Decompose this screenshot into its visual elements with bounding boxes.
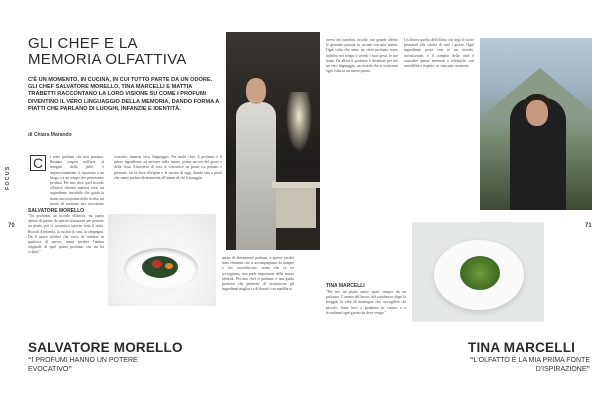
chef-head <box>526 100 548 126</box>
right-column-1: avevo dei bambini, ricordo con grande affetto le giornate passate in cucina con mia nonna. Ogni volta che sento un certo profumo torno indietro nel tempo e rivedo i suoi gesti, le sue mani. Da allora il profumo è diventato per me un vero linguaggio, un ricordo che si trasforma ogni volta in un nuovo piatto. <box>326 38 398 74</box>
section-subhead-morello: SALVATORE MORELLO <box>28 208 85 214</box>
body-column-1: i sono profumi che non passano. Restano sospesi nell'aria, ai margini della pelle, e improvvisamente ci riportano a un luogo o a un tempo che pensavamo perduto. Per uno chef, quel ricordo olfattivo diventa materia viva, un ingrediente invisibile che guida la mano ancora prima della ricetta, un punto di partenza per raccontare <box>50 155 104 205</box>
body-column-3: "Un profumo, un ricordo olfattivo, mi capita spesso di partire da queste sensazioni per pensare un piatto, poi ci costruisco intorno tutto il resto. Ricordi d'infanzia, la cucina di casa, la campagna. Da lì nasce un'idea che cerco di tradurre in qualcosa di nuovo, senza perdere l'anima originale di quel primo profumo che mi ha colpito." <box>28 214 104 255</box>
drop-cap: C <box>30 155 46 171</box>
chef-name-marcelli: TINA MARCELLI <box>468 340 576 355</box>
chef-name-morello: SALVATORE MORELLO <box>28 340 183 355</box>
quote-open-icon: “ <box>28 357 32 364</box>
article-byline: di Chiara Marando <box>28 132 72 138</box>
chef-morello-photo <box>226 32 320 250</box>
food-shape <box>165 263 173 269</box>
pull-quote-marcelli: “L'OLFATTO È LA MIA PRIMA FONTE D'ISPIRAZIONE” <box>469 357 590 373</box>
salad-photo <box>412 222 544 322</box>
quote-open-icon: “ <box>469 357 474 364</box>
article-lead: C'È UN MOMENTO, IN CUCINA, IN CUI TUTTO PARTE DA UN ODORE. GLI CHEF SALVATORE MORELLO, TINA MARCELLI E MATTIA TRABETTI RACCONTANO LA LORO VISIONE SU COME I PROFUMI DIVENTINO IL VERO LINGUAGGIO DELLA MEMORIA, DANDO FORMA A PIATTI CHE PARLANO DI LUOGHI, INFANZIE E IDENTITÀ. <box>28 77 220 112</box>
quote-close-icon: ” <box>586 365 590 373</box>
right-column-2: Un lavoro quello dell'olfatto che lega le storie personali alla cucina di tutti i giorni. Ogni ingrediente porta con sé un ricordo, un'emozione, e il compito dello chef è custodire queste memorie e restituirle, con sensibilità e rispetto, in ciascuna creazione. <box>404 38 474 69</box>
page-number-right: 71 <box>585 223 592 229</box>
page-number-left: 70 <box>8 223 15 229</box>
pull-quote-morello: “I PROFUMI HANNO UN POTERE EVOCATIVO” <box>28 357 138 373</box>
lamp-shape <box>286 92 312 152</box>
chef-figure <box>236 102 276 250</box>
section-subhead-marcelli: TINA MARCELLI <box>326 283 365 289</box>
food-shape <box>152 260 162 268</box>
article-title: GLI CHEF E LA MEMORIA OLFATTIVA <box>28 35 187 68</box>
tablecloth-shape <box>276 188 316 228</box>
food-shape <box>460 256 500 290</box>
section-label: FOCUS <box>5 165 11 190</box>
quote-close-icon: ” <box>68 365 72 373</box>
dessert-photo <box>108 214 216 306</box>
body-column-2: concreto, materia viva, linguaggio. Per molti chef, il profumo è il primo ingrediente ad arrivare nella mente, prima ancora del gusto e della vista. Attraverso di esso si costruisce un ponte tra passato e presente, tra la terra d'origine e la cucina di oggi, dando vita a piatti che sanno parlare direttamente all'anima di chi li assaggia. <box>114 155 222 180</box>
body-column-4: anche di determinati profumi, e questo perché sono elementi che ci accompagnano da sempre e che custodiscono, senza che ce ne accorgiamo, una parte importante della nostra identità. Per uno chef il profumo è una guida preziosa che permette di riconoscere gli ingredienti migliori e di dosarli con equilibrio. <box>222 256 294 292</box>
chef-marcelli-photo <box>480 38 592 210</box>
right-column-3: "Per me un piatto nasce quasi sempre da un profumo. L'aroma del bosco, del sottobosco dopo la pioggia, le erbe di montagna che raccoglievo da piccola. Sono loro a guidarmi in cucina e a ricordarmi ogni giorno da dove vengo." <box>326 290 406 315</box>
chef-head <box>246 78 266 104</box>
